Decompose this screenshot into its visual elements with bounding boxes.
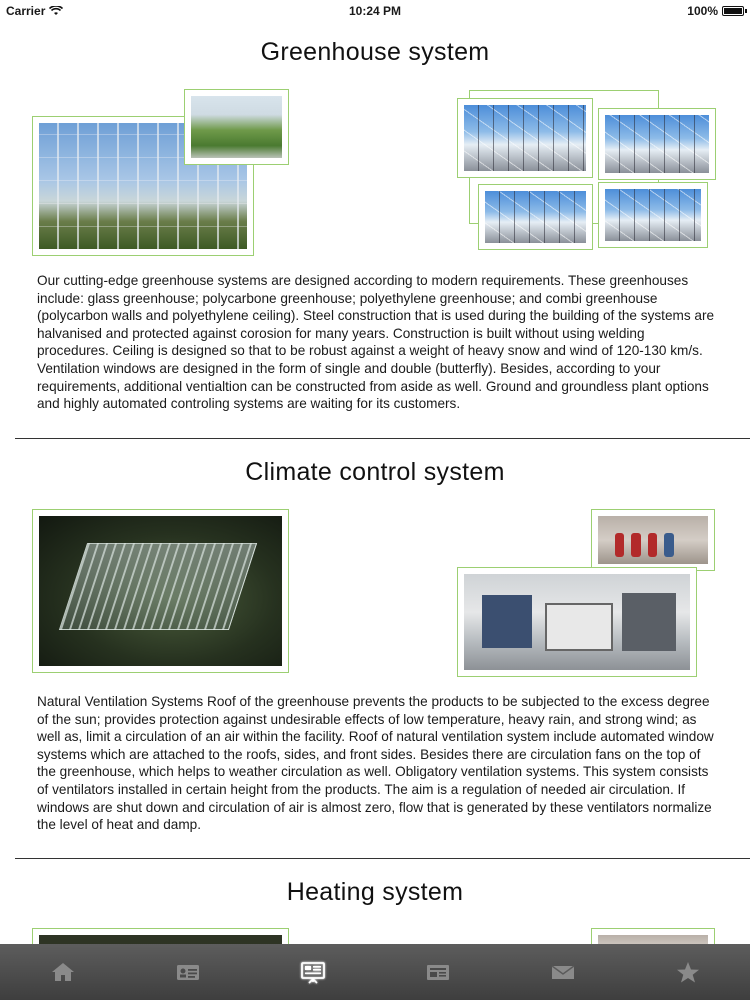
section-text-climate: Natural Ventilation Systems Roof of the greenhouse prevents the products to be subjected to the excess degree of the sun; provides protection against undesirable effects of low temperature, heavy rain, and strong wind; as well as, limit a circulation of an air within the facility. Roof of natural ventilation system include automated window systems which are attached to the roofs, sides, and front sides. Besides there are circulation fans on the top of the greenhouse, which helps to weather circulation as well. Obligatory ventilation systems. This system consists of ventilators installed in certain height from the products. The aim is a regulation of needed air circulation. If windows are shut down and circulation of air is almost zero, flow that is generated by these ventilators normalize the level of heat and damp. xyxy=(37,694,714,833)
tab-presentation[interactable] xyxy=(250,944,375,1000)
contact-card-icon xyxy=(175,960,201,984)
greenhouse-photo-roof-3[interactable] xyxy=(478,184,593,250)
heating-photo-left[interactable] xyxy=(32,928,289,944)
tab-news[interactable] xyxy=(375,944,500,1000)
greenhouse-photo-roof-1[interactable] xyxy=(457,98,593,178)
section-title-climate: Climate control system xyxy=(245,458,505,486)
news-icon xyxy=(425,960,451,984)
battery-percent: 100% xyxy=(687,4,718,18)
greenhouse-photo-roof-4[interactable] xyxy=(598,182,708,248)
section-title-heating: Heating system xyxy=(286,878,464,906)
tab-bar xyxy=(0,944,750,1000)
climate-photo-machinery[interactable] xyxy=(457,567,697,677)
scroll-content[interactable] xyxy=(0,22,750,944)
battery-icon xyxy=(722,6,744,16)
greenhouse-photo-plants[interactable] xyxy=(184,89,289,165)
climate-photo-pumps[interactable] xyxy=(591,509,715,571)
tab-mail[interactable] xyxy=(500,944,625,1000)
section-divider xyxy=(15,438,750,439)
section-title-greenhouse: Greenhouse system xyxy=(260,38,490,66)
clock: 10:24 PM xyxy=(348,4,402,18)
presentation-icon xyxy=(300,960,326,984)
greenhouse-photo-roof-2[interactable] xyxy=(598,108,716,180)
climate-photo-model[interactable] xyxy=(32,509,289,673)
section-text-greenhouse: Our cutting-edge greenhouse systems are designed according to modern requirements. These greenhouses include: glass greenhouse; polycarbone greenhouse; polyethylene greenhouse; and combi greenhouse (polycarbon walls and polyethylene ceiling). Steel construction that is used during the building of the systems are halvanised and protected against corosion for many years. Construction is built without using welding procedures. Ceiling is designed so that to be robust against a weight of heavy snow and wind of 120-130 km/s. Ventilation windows are designed in the form of single and double (butterfly). Besides, according to your requirements, additional ventialtion can be constructed from aside as well. Ground and groundless plant options and highly automated controling systems are waiting for its customers. xyxy=(37,273,715,412)
mail-icon xyxy=(550,960,576,984)
battery-indicator xyxy=(687,4,744,18)
carrier-label: Carrier xyxy=(6,4,46,18)
tab-favorites[interactable] xyxy=(625,944,750,1000)
section-divider xyxy=(15,858,750,859)
heating-photo-right[interactable] xyxy=(591,928,715,944)
status-bar xyxy=(0,0,750,22)
star-icon xyxy=(675,960,701,984)
home-icon xyxy=(50,960,76,984)
tab-about[interactable] xyxy=(125,944,250,1000)
tab-home[interactable] xyxy=(0,944,125,1000)
